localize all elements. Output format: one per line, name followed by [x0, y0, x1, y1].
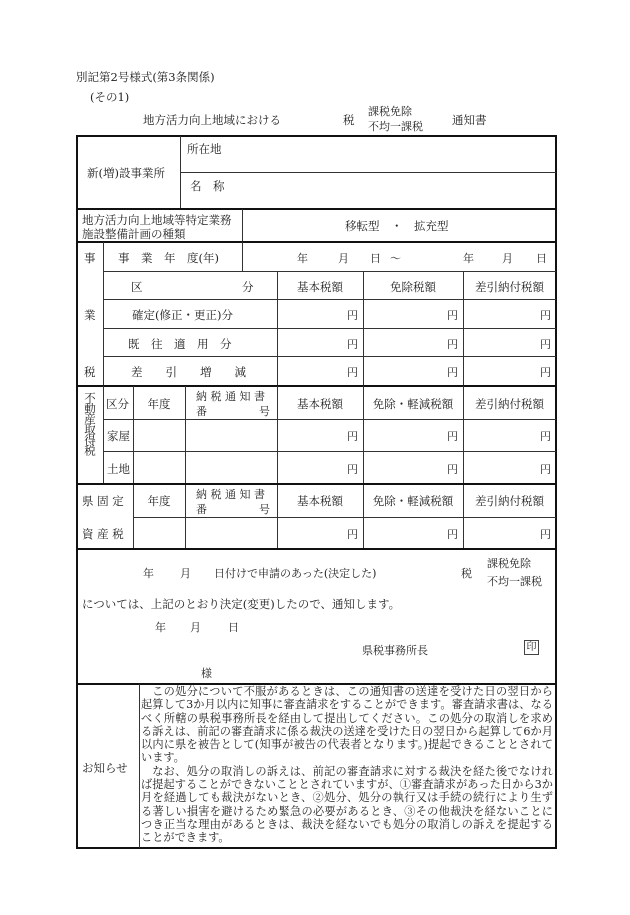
basic-amount[interactable]: 円: [347, 338, 358, 351]
location-field[interactable]: [190, 152, 550, 168]
exempt-reduction-header: 免除・軽減税額: [372, 397, 454, 411]
seal-stamp: 印: [524, 640, 539, 655]
notice-label: お知らせ: [82, 761, 128, 775]
exempt-tax-header: 免除税額: [390, 280, 436, 294]
decision-statement: については、上記のとおり決定(変更)したので、通知します。: [82, 597, 401, 611]
exempt-amount[interactable]: 円: [447, 309, 458, 322]
period-day-end: 日: [536, 252, 547, 265]
year-header: 年度: [147, 494, 171, 508]
basic-tax-header: 基本税額: [297, 397, 343, 411]
period-month-start: 月: [338, 252, 349, 265]
basic-amount[interactable]: 円: [347, 366, 358, 379]
issue-date-month: 月: [190, 621, 201, 634]
title-tax: 税: [343, 113, 355, 127]
fixed-asset-tax-side-label-1: 県 固 定: [82, 494, 124, 508]
title-option-exemption: 課税免除: [368, 105, 412, 118]
basic-tax-header: 基本税額: [297, 494, 343, 508]
basic-amount[interactable]: 円: [347, 528, 358, 541]
exempt-amount[interactable]: 円: [447, 528, 458, 541]
notice-paragraph-1: この処分について不服があるときは、この通知書の送達を受けた日の翌日から起算して3か月以内に知事に審査請求をすることができます。審査請求書は、なるべく所轄の県税事務所長を経由して提出してください。この処分の取消しを求める訴えは、前記の審査請求に係る裁決の送達を受けた日の翌日から起算して6か月以内に県を被告として(知事が被告の代表者となります。)提起できることとされています。: [141, 685, 553, 765]
decision-applied-text: 日付けで申請のあった(決定した): [214, 567, 377, 580]
business-tax-side-label-1: 事: [84, 251, 96, 265]
period-month-end: 月: [502, 252, 513, 265]
period-day-start: 日: [370, 252, 381, 265]
fiscal-year-label: 事 業 年 度(年): [118, 251, 219, 265]
decision-month: 月: [180, 567, 191, 580]
row-label-house: 家屋: [107, 429, 130, 443]
notice-number-header-1: 納 税 通 知 書: [196, 488, 265, 501]
net-tax-header: 差引納付税額: [475, 280, 544, 294]
category-header: 区分: [106, 397, 129, 411]
decision-option-exemption: 課税免除: [487, 557, 531, 570]
basic-amount[interactable]: 円: [347, 430, 358, 443]
issue-date-day: 日: [228, 621, 239, 634]
plan-type-options[interactable]: 移転型 ・ 拡充型: [345, 219, 449, 233]
fixed-asset-tax-side-label-2: 資 産 税: [82, 527, 124, 541]
plan-type-label-line2: 施設整備計画の種類: [82, 227, 186, 241]
basic-tax-header: 基本税額: [297, 280, 343, 294]
title-suffix: 通知書: [452, 113, 487, 127]
exempt-amount[interactable]: 円: [447, 366, 458, 379]
net-amount[interactable]: 円: [540, 528, 551, 541]
row-label: 差 引 増 減: [131, 365, 246, 379]
name-label: 名 称: [190, 179, 225, 193]
plan-type-label-line1: 地方活力向上地域等特定業務: [82, 213, 232, 227]
notice-paragraph-2: なお、処分の取消しの訴えは、前記の審査請求に対する裁決を経た後でなければ提起することができないこととされていますが、①審査請求があった日から3か月を経過しても裁決がないとき、②処分、処分の執行又は手続の続行により生ずる著しい損害を避けるため緊急の必要があるとき、③その他裁決を経ないことにつき正当な理由があるときは、裁決を経ないでも処分の取消しの訴えを提起することができます。: [141, 764, 553, 845]
notice-number-header-1: 納 税 通 知 書: [196, 390, 265, 403]
net-amount[interactable]: 円: [540, 430, 551, 443]
period-year-start: 年: [297, 252, 308, 265]
exempt-amount[interactable]: 円: [447, 463, 458, 476]
establishment-label: 新(増)設事業所: [87, 166, 165, 180]
notice-number-header-2b: 号: [259, 503, 270, 516]
real-estate-tax-side-label: 不動産取得税: [83, 392, 97, 455]
exempt-amount[interactable]: 円: [447, 338, 458, 351]
notice-text: [141, 685, 553, 845]
exempt-amount[interactable]: 円: [447, 430, 458, 443]
net-amount[interactable]: 円: [540, 338, 551, 351]
decision-option-uneven: 不均一課税: [487, 575, 542, 588]
decision-tax: 税: [461, 567, 472, 580]
issue-date-year: 年: [155, 621, 166, 634]
row-label: 確定(修正・更正)分: [132, 308, 233, 322]
net-amount[interactable]: 円: [540, 309, 551, 322]
decision-year: 年: [143, 567, 154, 580]
form-number: 別記第2号様式(第3条関係): [76, 70, 215, 84]
exempt-reduction-header: 免除・軽減税額: [372, 494, 454, 508]
sub-number: (その1): [90, 90, 130, 104]
basic-amount[interactable]: 円: [347, 309, 358, 322]
addressee-suffix: 様: [201, 667, 212, 680]
period-year-end: 年: [463, 252, 474, 265]
category-header-2: 分: [242, 280, 254, 294]
category-header-1: 区: [131, 280, 143, 294]
net-tax-header: 差引納付税額: [475, 494, 544, 508]
notice-number-header-2b: 号: [259, 405, 270, 418]
business-tax-side-label-3: 税: [84, 365, 96, 379]
title-option-uneven: 不均一課税: [368, 120, 423, 133]
location-label: 所在地: [187, 142, 222, 156]
year-header: 年度: [147, 397, 171, 411]
title-prefix: 地方活力向上地域における: [143, 113, 281, 127]
net-tax-header: 差引納付税額: [475, 397, 544, 411]
notice-number-header-2a: 番: [196, 405, 207, 418]
basic-amount[interactable]: 円: [347, 463, 358, 476]
period-tilde: ～: [390, 252, 401, 265]
net-amount[interactable]: 円: [540, 463, 551, 476]
row-label-land: 土地: [107, 462, 130, 476]
issuer-title: 県税事務所長: [362, 644, 428, 657]
business-tax-side-label-2: 業: [84, 308, 96, 322]
name-field[interactable]: [190, 190, 550, 206]
net-amount[interactable]: 円: [540, 366, 551, 379]
notice-number-header-2a: 番: [196, 503, 207, 516]
row-label: 既 往 適 用 分: [128, 337, 232, 351]
